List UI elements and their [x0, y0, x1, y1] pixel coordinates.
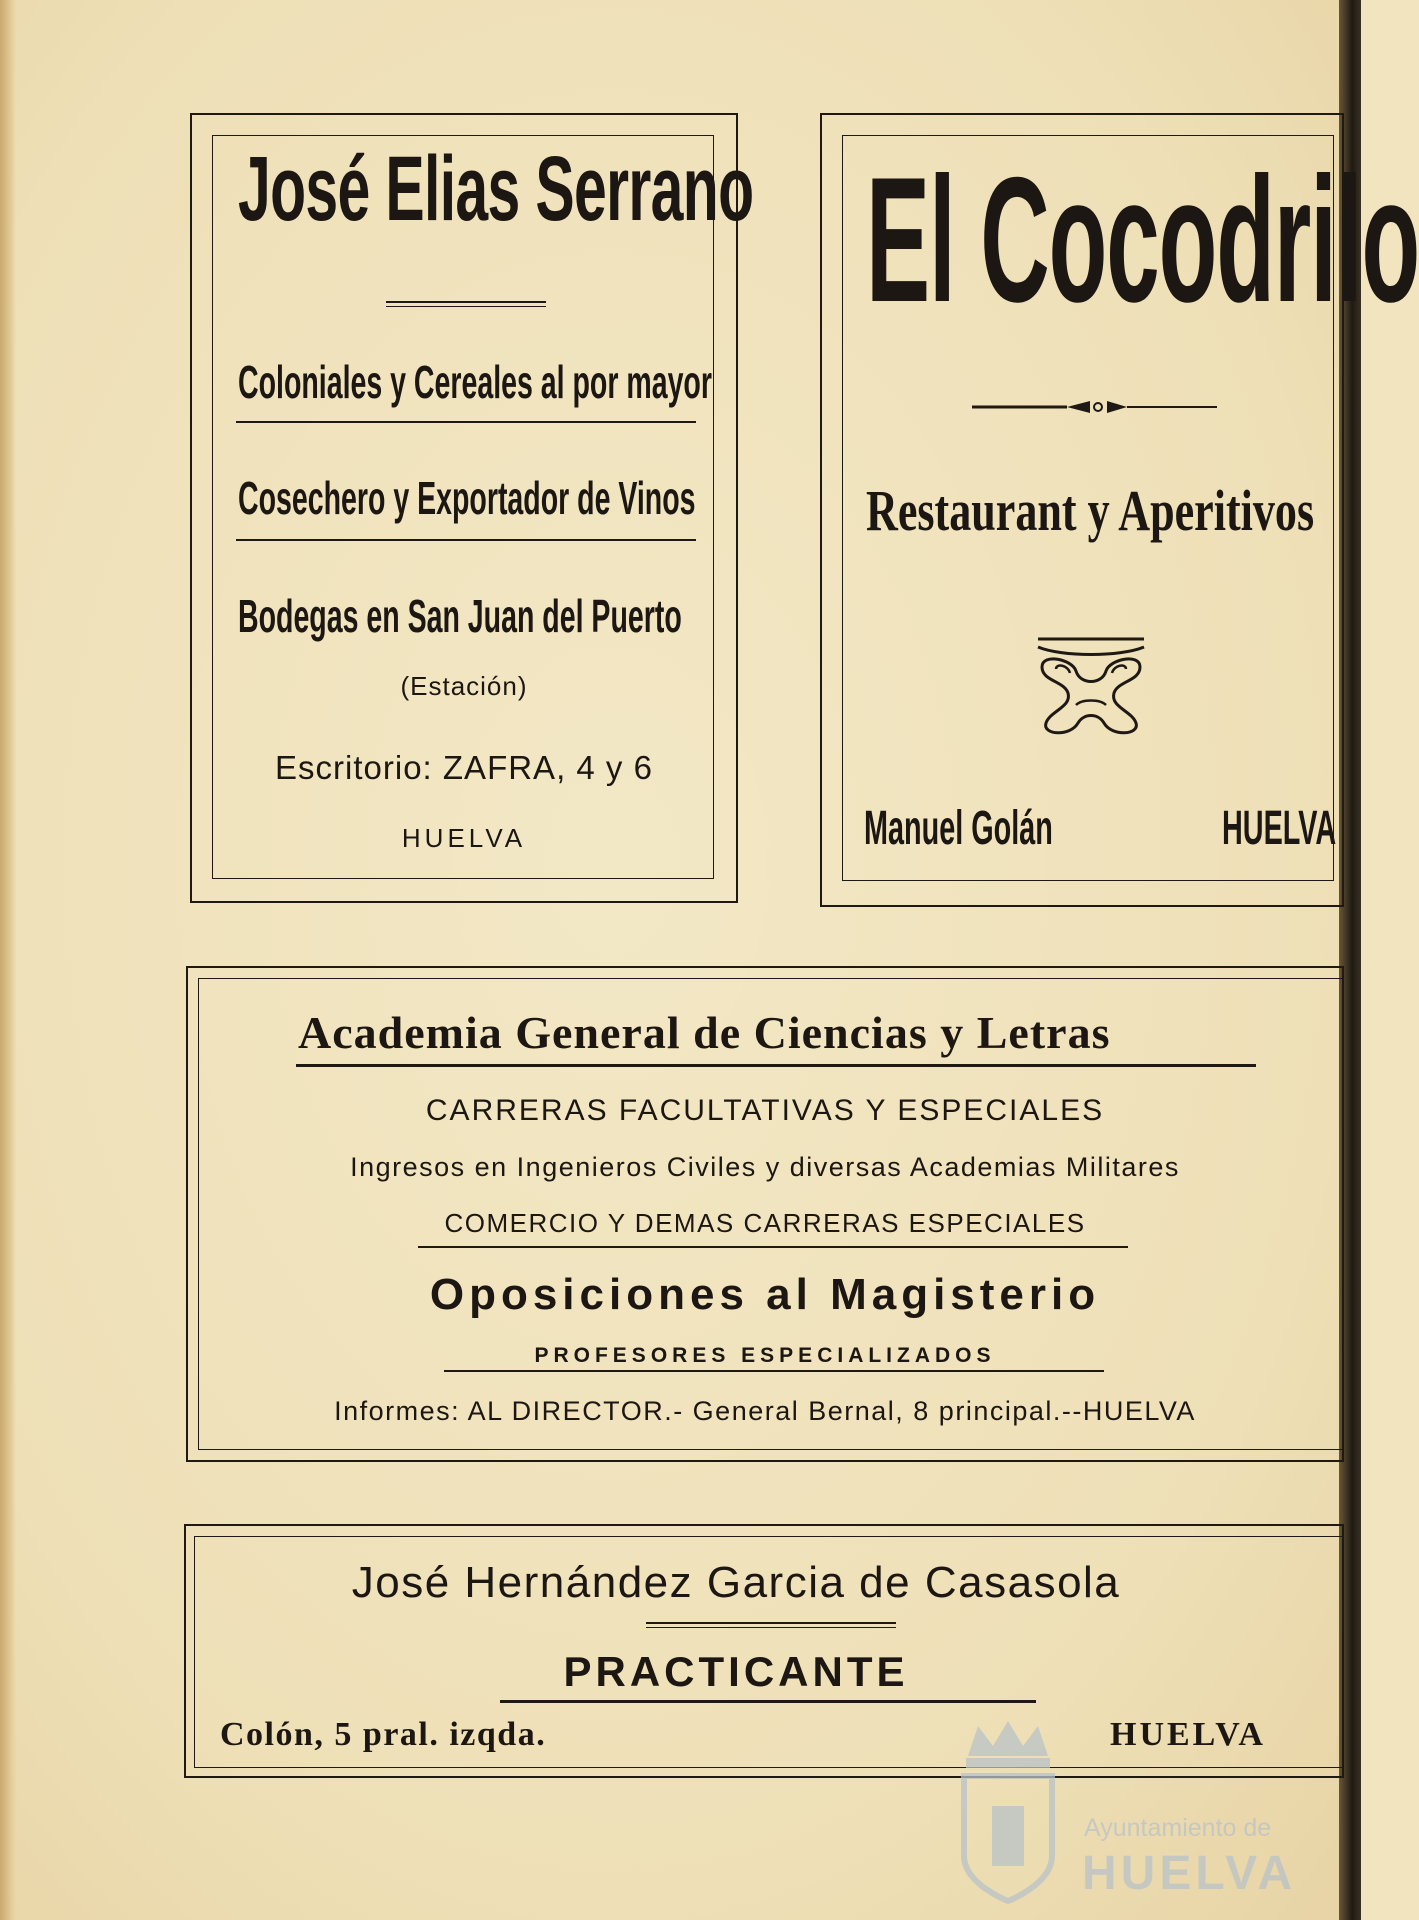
ad-el-cocodrilo: [820, 113, 1419, 907]
ad-line-comercio: COMERCIO Y DEMAS CARRERAS ESPECIALES: [444, 1208, 1086, 1238]
ad-tagline: Restaurant y Aperitivos: [866, 478, 1315, 543]
title-double-rule-2: [646, 1627, 896, 1628]
watermark-line1: Ayuntamiento de: [1084, 1814, 1272, 1842]
divider: [418, 1246, 1128, 1248]
divider: [444, 1370, 1104, 1372]
cocodrilo-emblem-icon: [1032, 633, 1150, 739]
ad-title: El Cocodrilo: [866, 140, 1419, 339]
divider: [236, 539, 696, 541]
watermark-line2: HUELVA: [1082, 1847, 1297, 1900]
ad-line-ingresos: Ingresos en Ingenieros Civiles y diversas Academias Militares: [350, 1152, 1180, 1182]
ad-line-city: HUELVA: [401, 823, 527, 853]
ad-line-cosechero: Cosechero y Exportador de Vinos: [238, 472, 696, 524]
ad-title: Academia General de Ciencias y Letras: [298, 1007, 1111, 1058]
divider: [236, 421, 696, 423]
title-double-rule: [386, 301, 546, 303]
ayuntamiento-crest-icon: [948, 1716, 1068, 1906]
title-rule: [296, 1064, 1256, 1067]
ornament-divider: [972, 395, 1217, 419]
ad-academia-general: [186, 966, 1344, 1462]
title-double-rule-2: [386, 306, 546, 307]
ad-line-escritorio: Escritorio: ZAFRA, 4 y 6: [275, 749, 653, 786]
ad-address: Colón, 5 pral. izqda.: [220, 1716, 547, 1753]
ad-jose-hernandez: [184, 1524, 1344, 1778]
ad-title: José Hernández Garcia de Casasola: [351, 1558, 1121, 1607]
ad-title: José Elias Serrano: [238, 138, 754, 240]
page-left-edge: [0, 0, 16, 1920]
ad-role: PRACTICANTE: [563, 1648, 909, 1695]
ad-line-bodegas: Bodegas en San Juan del Puerto: [238, 590, 682, 642]
ad-line-coloniales: Coloniales y Cereales al por mayor: [238, 356, 712, 408]
ad-city: HUELVA: [1222, 802, 1337, 855]
ad-jose-elias-serrano: [190, 113, 754, 903]
role-underline: [500, 1700, 1036, 1703]
ad-city: HUELVA: [1110, 1716, 1266, 1753]
title-double-rule: [646, 1622, 896, 1624]
ad-line-informes: Informes: AL DIRECTOR.- General Bernal, 8 principal.--HUELVA: [334, 1396, 1196, 1426]
ad-line-carreras: CARRERAS FACULTATIVAS Y ESPECIALES: [425, 1094, 1105, 1127]
ad-line-oposiciones: Oposiciones al Magisterio: [429, 1270, 1101, 1319]
ad-line-estacion: (Estación): [400, 671, 528, 701]
ad-line-profesores: PROFESORES ESPECIALIZADOS: [534, 1344, 996, 1367]
ad-owner: Manuel Golán: [864, 802, 1053, 855]
